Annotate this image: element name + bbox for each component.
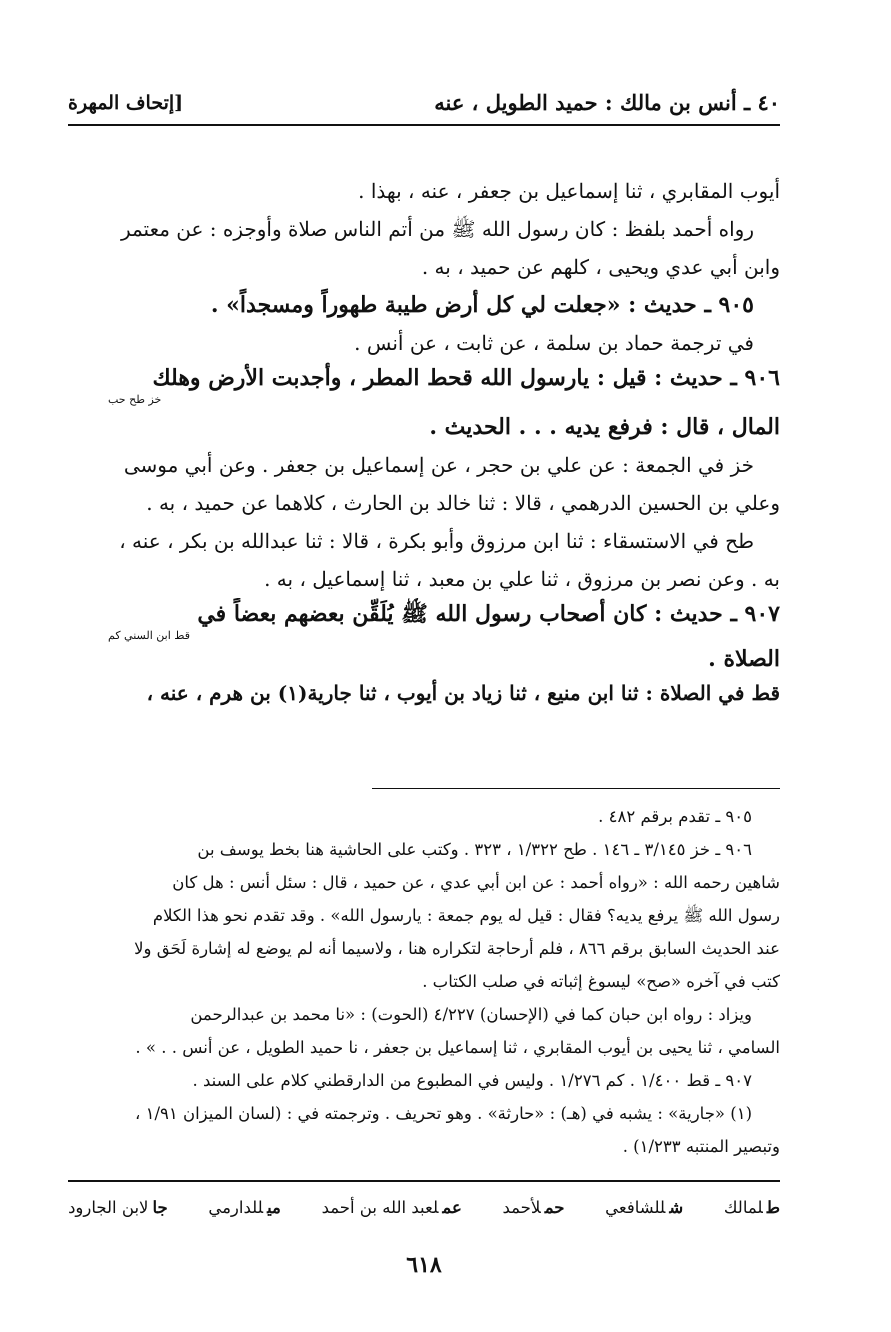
legend-item: جالابن الجارود: [68, 1198, 168, 1217]
legend-item: حملأحمد: [502, 1198, 565, 1217]
text-line: قط في الصلاة : ثنا ابن منيع ، ثنا زياد بن أيوب ، ثنا جارية(١) بن هرم ، عنه ،: [146, 681, 780, 705]
hadith-907-continuation: الصلاة .: [708, 646, 780, 672]
footnote-line: ٩٠٥ ـ تقدم برقم ٤٨٢ .: [598, 807, 752, 826]
chapter-title: ٤٠ ـ أنس بن مالك : حميد الطويل ، عنه: [434, 90, 780, 115]
hadith-907-heading: ٩٠٧ ـ حديث : كان أصحاب رسول الله ﷺ يُلَقِّن بعضهم بعضاً في: [197, 601, 780, 627]
book-title: [إتحاف المهرة: [68, 92, 184, 114]
legend-item: طلمالك: [723, 1198, 780, 1217]
hadith-905-heading: ٩٠٥ ـ حديث : «جعلت لي كل أرض طيبة طهوراً ومسجداً» .: [210, 292, 754, 318]
text-line: وعلي بن الحسين الدرهمي ، قالا : ثنا خالد بن الحارث ، كلاهما عن حميد ، به .: [146, 491, 780, 515]
text-line: في ترجمة حماد بن سلمة ، عن ثابت ، عن أنس .: [354, 331, 754, 355]
footnote-line: ٩٠٦ ـ خز ٣/١٤٥ ـ ١٤٦ . طح ١/٣٢٢ ، ٣٢٣ . وكتب على الحاشية هنا بخط يوسف بن: [197, 840, 752, 859]
legend-item: عملعبد الله بن أحمد: [321, 1198, 462, 1217]
text-line: طح في الاستسقاء : ثنا ابن مرزوق وأبو بكرة ، قالا : ثنا عبدالله بن بكر ، عنه ،: [119, 529, 754, 553]
footnote-line: عند الحديث السابق برقم ٨٦٦ ، فلم أرحاجة لتكراره هنا ، ولاسيما أنه لم يوضع له إشارة لَحَق ولا: [134, 939, 780, 958]
footnote-line: كتب في آخره «صح» ليسوغ إثباته في صلب الكتاب .: [422, 972, 780, 991]
text-line: به . وعن نصر بن مرزوق ، ثنا علي بن معبد ، ثنا إسماعيل ، به .: [264, 567, 780, 591]
footnote-line: شاهين رحمه الله : «رواه أحمد : عن ابن أبي عدي ، عن حميد ، قال : سئل أنس : هل كان: [172, 873, 780, 892]
footnote-line: وتبصير المنتبه ١/٢٣٣) .: [622, 1137, 780, 1156]
legend-item: ميللدارمي: [208, 1198, 281, 1217]
legend-separator: [68, 1180, 780, 1182]
running-header: [68, 84, 780, 126]
abbreviation-legend: [68, 1198, 780, 1228]
footnote-line: رسول الله ﷺ يرفع يديه؟ فقال : قيل له يوم جمعة : يارسول الله» . وقد تقدم نحو هذا الكلام: [152, 906, 780, 925]
page-number: ٦١٨: [406, 1252, 442, 1278]
footnotes: [68, 800, 780, 1163]
footnote-line: ويزاد : رواه ابن حبان كما في (الإحسان) ٤/٢٢٧ (الحوت) : «نا محمد بن عبدالرحمن: [190, 1005, 752, 1024]
footnote-line: (١) «جارية» : يشبه في (هـ) : «حارثة» . وهو تحريف . وترجمته في : (لسان الميزان ١/٩١ ،: [135, 1104, 752, 1123]
footnote-line: ٩٠٧ ـ قط ١/٤٠٠ . كم ١/٢٧٦ . وليس في المطبوع من الدارقطني كلام على السند .: [192, 1071, 752, 1090]
source-sigla: خز طح حب: [108, 393, 162, 406]
text-line: رواه أحمد بلفظ : كان رسول الله ﷺ من أتم الناس صلاة وأوجزه : عن معتمر: [120, 217, 754, 241]
text-line: خز في الجمعة : عن علي بن حجر ، عن إسماعيل بن جعفر . وعن أبي موسى: [123, 453, 754, 477]
text-line: أيوب المقابري ، ثنا إسماعيل بن جعفر ، عنه ، بهذا .: [358, 179, 780, 203]
hadith-906-continuation: المال ، قال : فرفع يديه . . . الحديث .: [429, 414, 780, 440]
main-text: [68, 172, 780, 712]
book-page: [68, 84, 780, 1304]
footnote-separator: [372, 788, 780, 789]
hadith-906-heading: ٩٠٦ ـ حديث : قيل : يارسول الله قحط المطر ، وأجدبت الأرض وهلك: [152, 365, 780, 391]
footnote-line: السامي ، ثنا يحيى بن أيوب المقابري ، ثنا إسماعيل بن جعفر ، نا حميد الطويل ، عن أنس . . » .: [135, 1038, 780, 1057]
legend-item: شللشافعي: [605, 1198, 684, 1217]
source-sigla: قط ابن السني كم: [108, 629, 190, 642]
text-line: وابن أبي عدي ويحيى ، كلهم عن حميد ، به .: [421, 255, 780, 279]
